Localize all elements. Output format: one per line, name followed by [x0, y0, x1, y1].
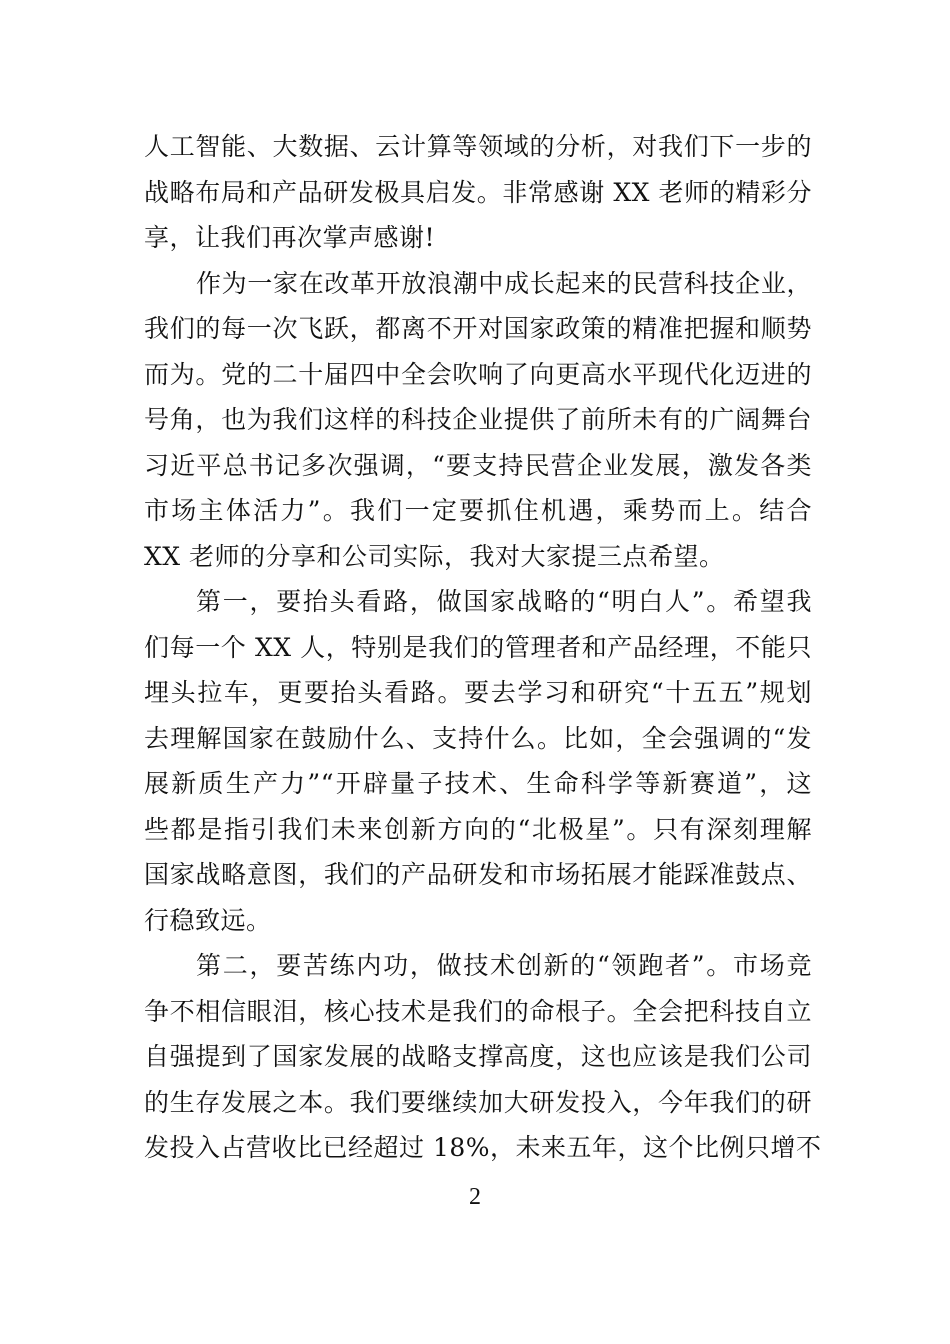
body-text — [144, 124, 822, 1171]
text-line: 人工智能、大数据、云计算等领域的分析，对我们下一步的 — [144, 132, 812, 161]
text-line: 第一，要抬头看路，做国家战略的“明白人”。希望我 — [196, 587, 812, 616]
text-line: 发投入占营收比已经超过 18%，未来五年，这个比例只增不 — [144, 1133, 822, 1162]
text-line: 号角，也为我们这样的科技企业提供了前所未有的广阔舞台 — [144, 405, 812, 434]
text-line: 市场主体活力”。我们一定要抓住机遇，乘势而上。结合 — [144, 496, 812, 525]
text-line: 埋头拉车，更要抬头看路。要去学习和研究“十五五”规划 — [144, 678, 812, 707]
text-line: XX 老师的分享和公司实际，我对大家提三点希望。 — [144, 541, 725, 571]
text-line: 些都是指引我们未来创新方向的“北极星”。只有深刻理解 — [144, 814, 812, 844]
text-line: 享，让我们再次掌声感谢! — [144, 223, 436, 252]
text-line: 我们的每一次飞跃，都离不开对国家政策的精准把握和顺势 — [144, 314, 812, 343]
text-line: 们每一个 XX 人，特别是我们的管理者和产品经理，不能只 — [144, 632, 812, 662]
text-line: 争不相信眼泪，核心技术是我们的命根子。全会把科技自立 — [144, 996, 812, 1026]
text-line: 第二，要苦练内功，做技术创新的“领跑者”。市场竞 — [196, 951, 812, 980]
text-line: 习近平总书记多次强调，“要支持民营企业发展，激发各类 — [144, 450, 812, 480]
text-line: 自强提到了国家发展的战略支撑高度，这也应该是我们公司 — [144, 1042, 812, 1071]
text-line: 展新质生产力”“开辟量子技术、生命科学等新赛道”，这 — [144, 769, 812, 798]
text-line: 的生存发展之本。我们要继续加大研发投入，今年我们的研 — [144, 1087, 812, 1117]
text-line: 国家战略意图，我们的产品研发和市场拓展才能踩准鼓点、 — [144, 860, 812, 889]
page-number: 2 — [469, 1184, 481, 1210]
text-line: 战略布局和产品研发极具启发。非常感谢 XX 老师的精彩分 — [144, 177, 812, 207]
text-line: 去理解国家在鼓励什么、支持什么。比如，全会强调的“发 — [144, 723, 812, 753]
text-line: 行稳致远。 — [144, 905, 272, 935]
text-line: 而为。党的二十届四中全会吹响了向更高水平现代化迈进的 — [144, 359, 812, 389]
text-line: 作为一家在改革开放浪潮中成长起来的民营科技企业， — [196, 268, 812, 298]
